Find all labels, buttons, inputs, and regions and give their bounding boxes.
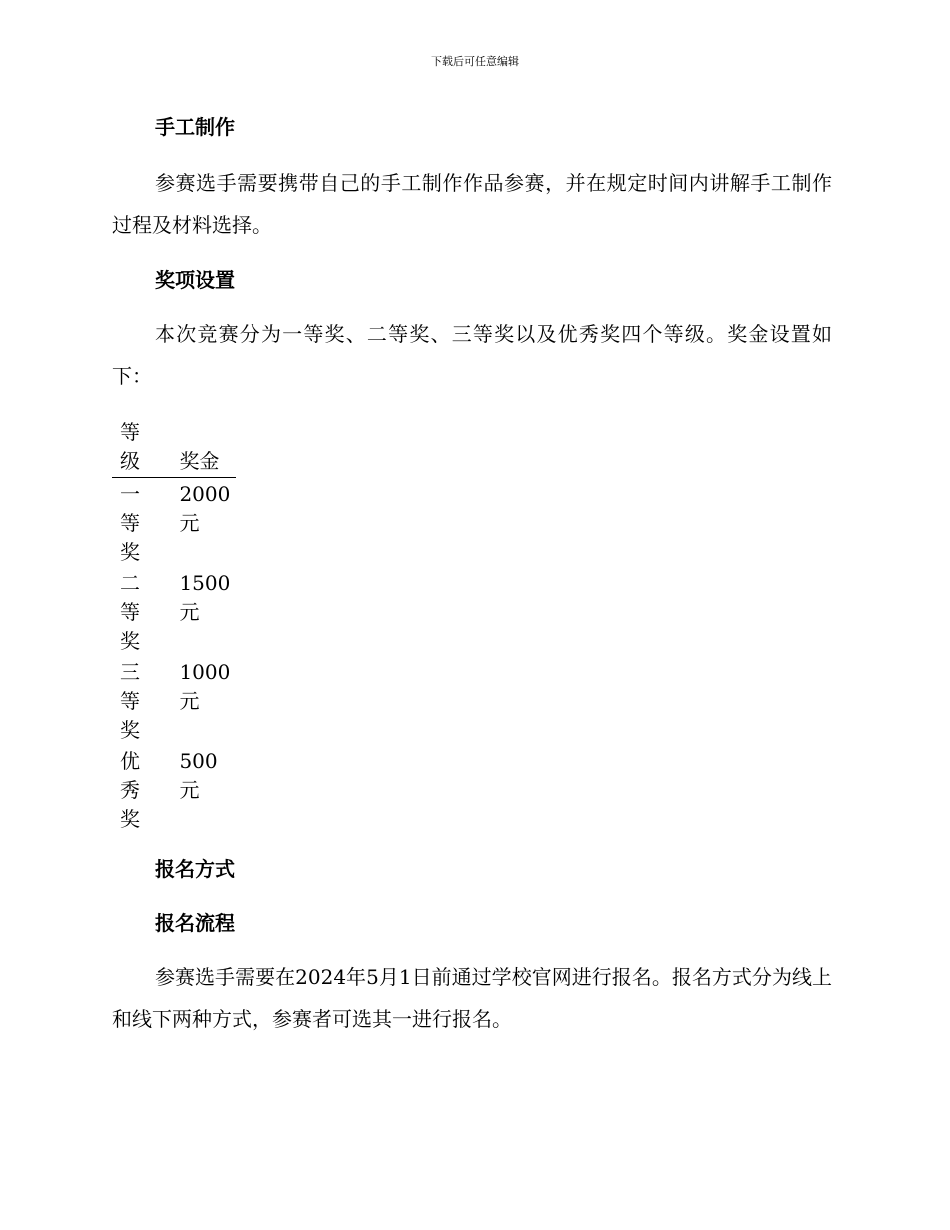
prize-amount-cell: 500元	[179, 749, 218, 802]
heading-handcraft: 手工制作	[155, 115, 235, 139]
prize-table	[112, 418, 236, 834]
table-row	[112, 656, 236, 745]
prize-table-header-level: 等级	[120, 420, 140, 473]
prize-amount-cell: 1500元	[179, 571, 231, 624]
heading-awards: 奖项设置	[155, 268, 235, 292]
table-row	[112, 567, 236, 656]
prize-amount-cell: 1000元	[179, 660, 231, 713]
prize-level-cell: 二等奖	[120, 571, 140, 653]
heading-signup: 报名方式	[155, 857, 235, 881]
table-row	[112, 478, 236, 568]
paragraph-process: 参赛选手需要在2024年5月1日前通过学校官网进行报名。报名方式分为线上和线下两种方式，参赛者可选其一进行报名。	[112, 965, 832, 1031]
prize-table-header-row	[112, 418, 236, 478]
prize-level-cell: 优秀奖	[120, 749, 140, 831]
heading-process: 报名流程	[155, 911, 235, 935]
table-row	[112, 745, 236, 834]
page-header-note: 下载后可任意编辑	[431, 55, 519, 68]
prize-table-header-amount: 奖金	[179, 449, 220, 473]
prize-level-cell: 三等奖	[120, 660, 140, 742]
prize-amount-cell: 2000元	[179, 482, 231, 535]
paragraph-handcraft: 参赛选手需要携带自己的手工制作作品参赛，并在规定时间内讲解手工制作过程及材料选择。	[112, 171, 832, 237]
prize-level-cell: 一等奖	[120, 482, 140, 564]
paragraph-awards: 本次竞赛分为一等奖、二等奖、三等奖以及优秀奖四个等级。奖金设置如下：	[112, 322, 832, 388]
